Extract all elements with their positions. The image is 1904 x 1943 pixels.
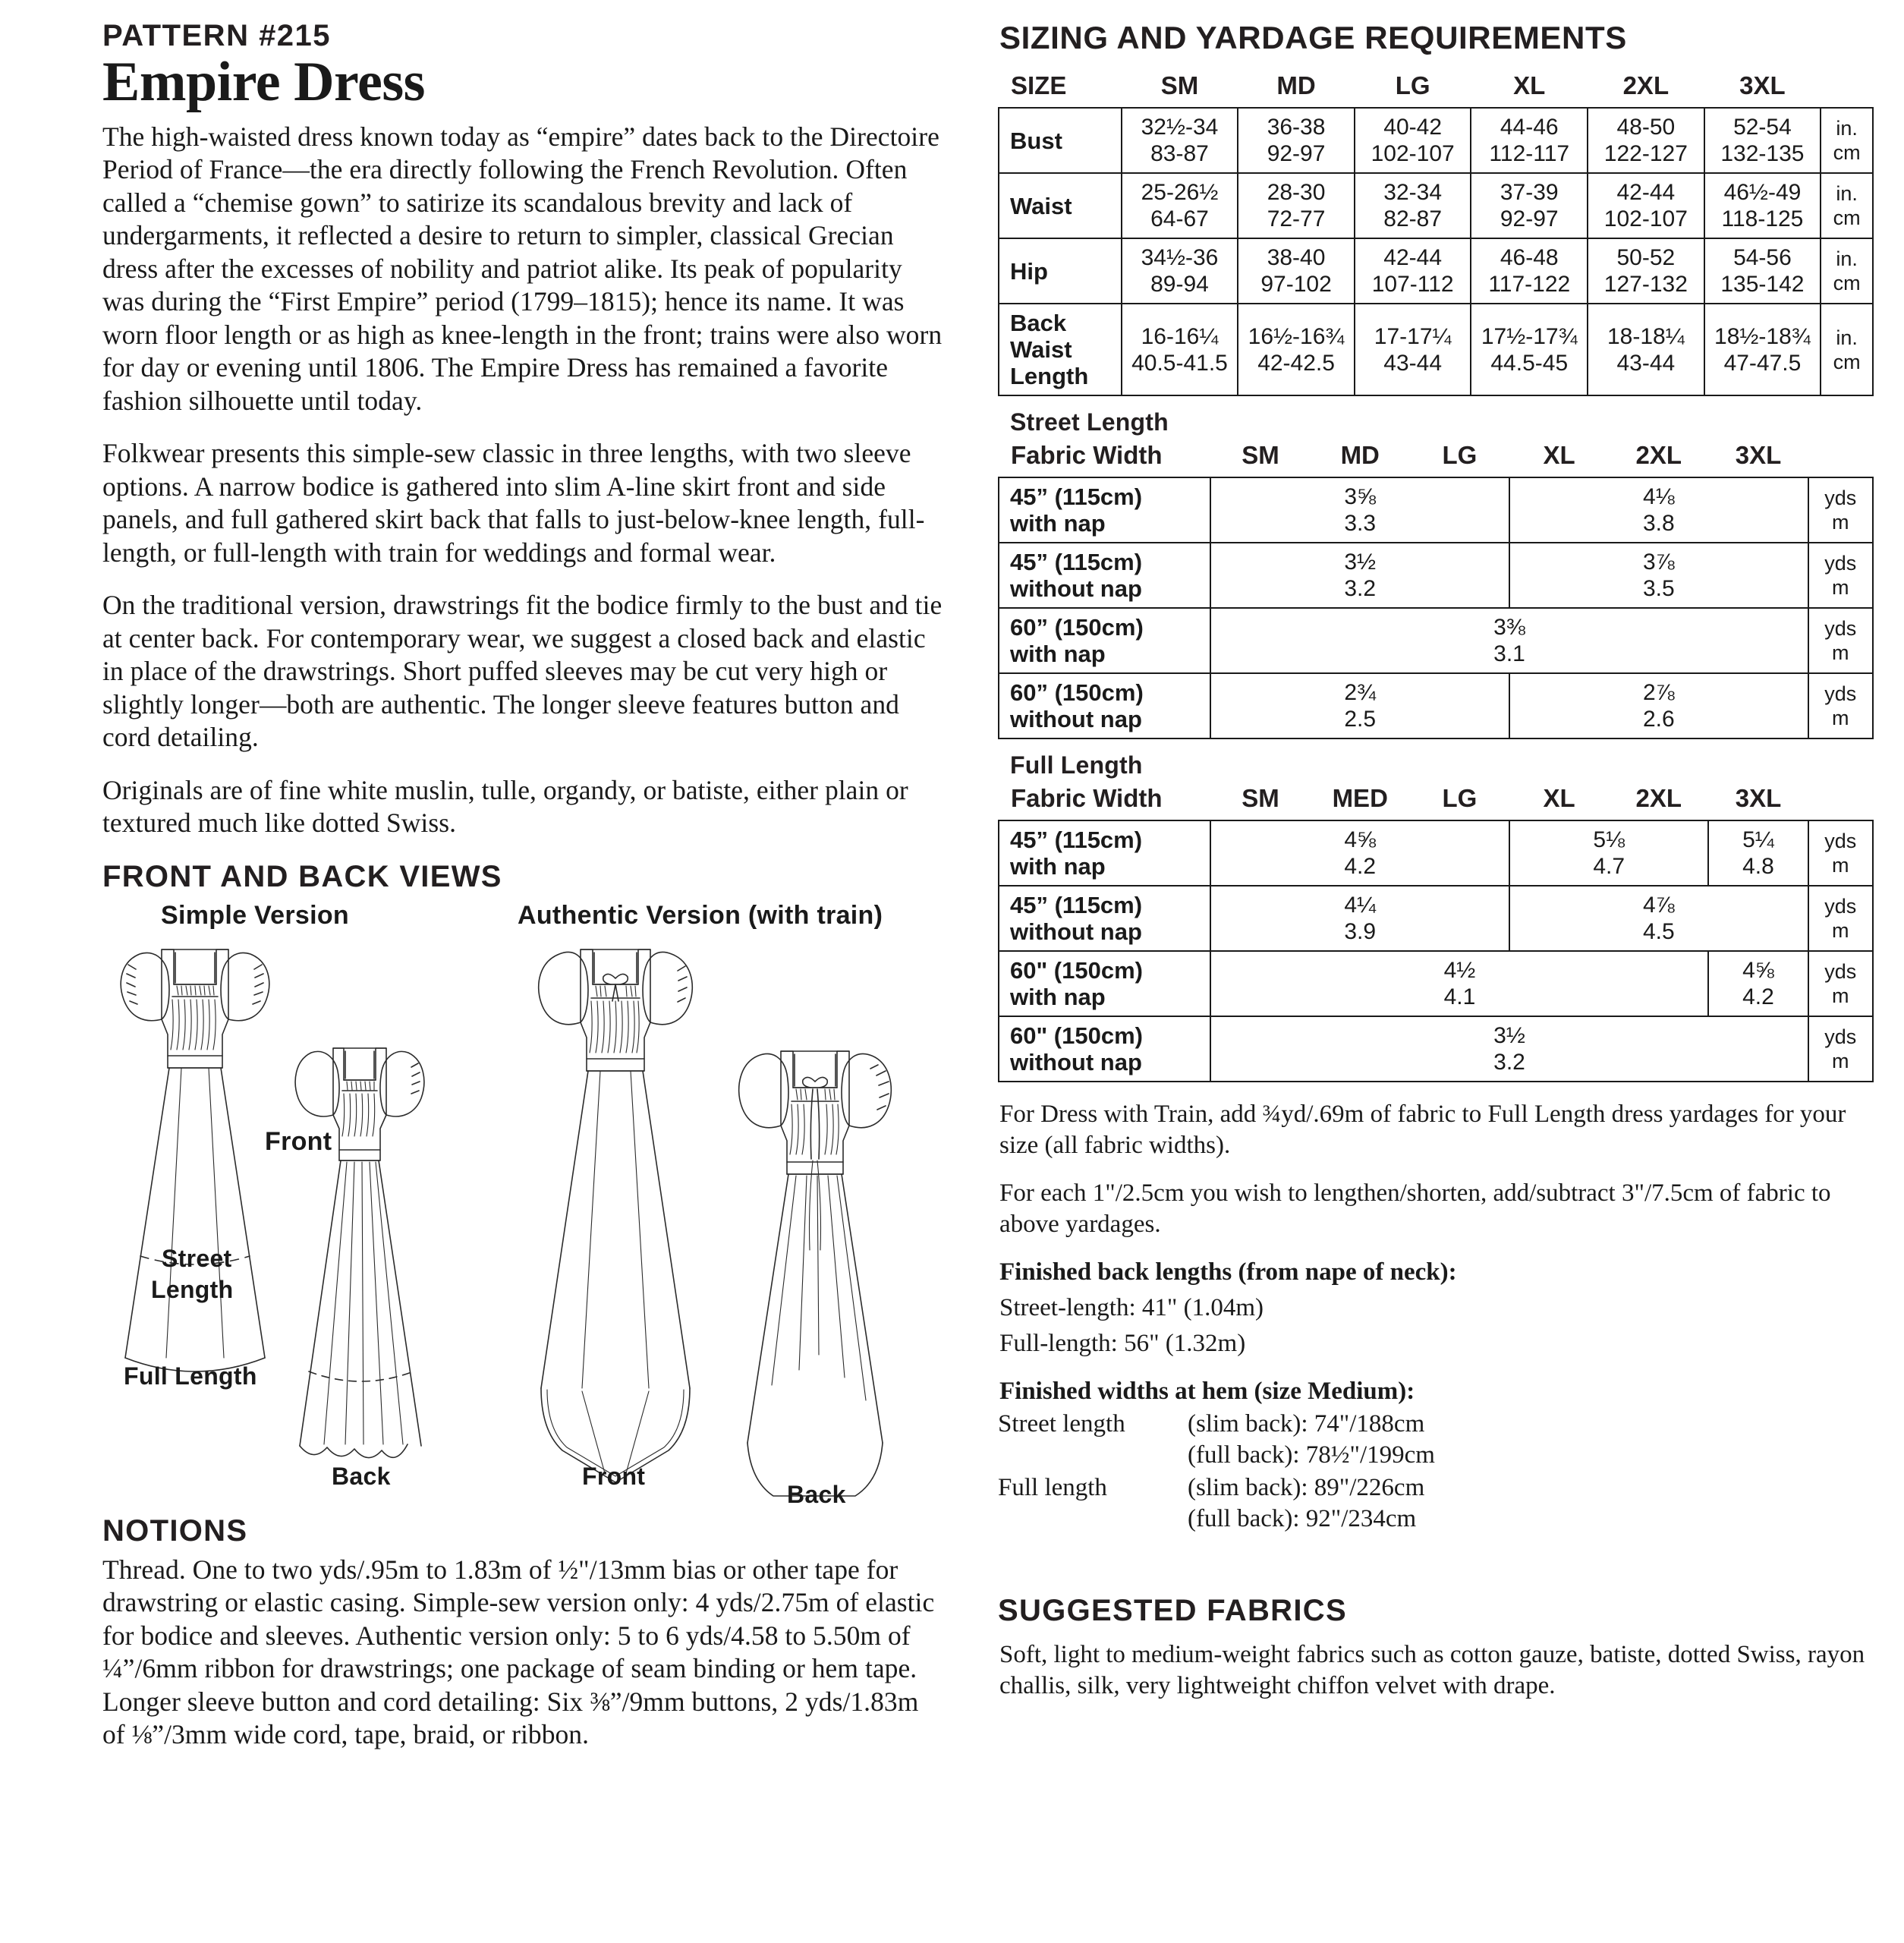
- full-col-lg: LG: [1442, 784, 1478, 812]
- hem-street-label: Street length: [998, 1410, 1125, 1438]
- sizing-col-lg: LG: [1395, 71, 1430, 99]
- finished-hem-street-row: [998, 1409, 1874, 1471]
- page-title: Empire Dress: [102, 51, 425, 113]
- street-col-lg: LG: [1442, 441, 1478, 469]
- sizing-col-sm: SM: [1160, 71, 1199, 99]
- suggested-fabrics-text: Soft, light to medium-weight fabrics such as cotton gauze, batiste, dotted Swiss, rayon challis, silk, very lightweight chiffon velvet with drape.: [999, 1641, 1865, 1699]
- table-row: Bust 32½-34 83-87 36-38 92-97 40-42 102-107 44-46 112-117 48-50 122-127 52-54 132-135 in. cm: [999, 108, 1873, 173]
- sizing-row-label-back-waist-length: Back Waist Length: [999, 304, 1122, 395]
- notions-heading: NOTIONS: [102, 1513, 248, 1548]
- street-row-label-60-with-nap: 60” (150cm) with nap: [999, 608, 1210, 673]
- label-street-length-line2: Length: [151, 1275, 234, 1303]
- table-row: 45” (115cm) without nap 4¼ 3.9 4⅞ 4.5 yds m: [999, 886, 1873, 951]
- finished-back-lengths-heading: Finished back lengths (from nape of neck):: [999, 1258, 1457, 1286]
- pattern-number: PATTERN #215: [102, 19, 332, 52]
- note-adjust: For each 1"/2.5cm you wish to lengthen/shorten, add/subtract 3"/7.5cm of fabric to above yardages.: [999, 1179, 1831, 1238]
- full-fabric-width-label: Fabric Width: [1011, 784, 1163, 812]
- full-length-table: [998, 783, 1874, 1082]
- table-row: Hip 34½-36 89-94 38-40 97-102 42-44 107-112 46-48 117-122 50-52 127-132 54-56 135-142 in. cm: [999, 238, 1873, 304]
- table-row: 60" (150cm) without nap 3½ 3.2 yds m: [999, 1016, 1873, 1082]
- street-col-2xl: 2XL: [1635, 441, 1682, 469]
- full-col-med: MED: [1332, 784, 1388, 812]
- full-length-header-row: [999, 783, 1873, 820]
- table-row: 60” (150cm) without nap 2¾ 2.5 2⅞ 2.6 yds m: [999, 673, 1873, 738]
- label-authentic-version: Authentic Version (with train): [518, 900, 883, 930]
- finished-back-street: Street-length: 41" (1.04m): [999, 1294, 1264, 1321]
- hem-full-slim: (slim back): 89"/226cm: [1188, 1474, 1425, 1501]
- sizing-row-label-bust: Bust: [999, 108, 1122, 173]
- sizing-col-2xl: 2XL: [1622, 71, 1670, 99]
- description-paragraph-1: The high-waisted dress known today as “empire” dates back to the Directoire Period of France—the era directly following the French Revolution. Often called a “chemise gown” to satirize its scandalous brevity and lack of undergarments, it reflected a desire to return to simpler, classical Grecian dress after the excesses of nobility and patriot alike. Its peak of popularity was during the “First Empire” period (1799–1815); hence its name. It was worn floor length or as high as knee-length in the front; trains were also worn for day or evening until 1806. The Empire Dress has remained a favorite fashion silhouette until today.: [102, 121, 943, 416]
- street-length-title: Street Length: [1010, 408, 1169, 436]
- description-paragraph-2: Folkwear presents this simple-sew classic in three lengths, with two sleeve options. A narrow bodice is gathered into slim A-line skirt front and side panels, and full gathered skirt back that falls to just-below-knee length, full-length, or full-length with train for weddings and formal wear.: [102, 438, 925, 568]
- sizing-row-label-waist: Waist: [999, 173, 1122, 238]
- front-back-views-illustration: [96, 899, 946, 1507]
- sizing-header-row: [999, 70, 1873, 108]
- sizing-col-xl: XL: [1513, 71, 1546, 99]
- sizing-size-label: SIZE: [1011, 71, 1067, 99]
- street-col-sm: SM: [1242, 441, 1279, 469]
- right-column: [946, 20, 1874, 1943]
- label-back-authentic: Back: [787, 1480, 846, 1508]
- street-row-label-45-with-nap: 45” (115cm) with nap: [999, 477, 1210, 543]
- sizing-row-label-hip: Hip: [999, 238, 1122, 304]
- label-front-authentic: Front: [582, 1462, 646, 1490]
- label-front-simple: Front: [265, 1126, 332, 1156]
- table-row: Back Waist Length 16-16¼ 40.5-41.5 16½-16¾ 42-42.5 17-17¼ 43-44 17½-17¾ 44.5-45 18-18¼ 43-44 18½-18¾ 47-47.5 in. cm: [999, 304, 1873, 395]
- full-row-label-60-without-nap: 60" (150cm) without nap: [999, 1016, 1210, 1082]
- finished-hem-full-row: [998, 1472, 1874, 1535]
- label-back-simple: Back: [332, 1462, 391, 1490]
- table-row: 45” (115cm) with nap 3⅝ 3.3 4⅛ 3.8 yds m: [999, 477, 1873, 543]
- street-fabric-width-label: Fabric Width: [1011, 441, 1163, 469]
- full-length-title: Full Length: [1010, 751, 1143, 779]
- table-row: 45” (115cm) with nap 4⅝ 4.2 5⅛ 4.7 5¼ 4.8 yds m: [999, 820, 1873, 886]
- full-col-sm: SM: [1242, 784, 1279, 812]
- description-paragraph-3: On the traditional version, drawstrings fit the bodice firmly to the bust and tie at center back. For contemporary wear, we suggest a closed back and elastic in place of the drawstrings. Short puffed sleeves may be cut very high or slightly longer—both are authentic. The longer sleeve features button and cord detailing.: [102, 590, 943, 753]
- street-length-table: [998, 439, 1874, 739]
- hem-full-label: Full length: [998, 1474, 1107, 1501]
- street-row-label-60-without-nap: 60” (150cm) without nap: [999, 673, 1210, 738]
- table-row: 45” (115cm) without nap 3½ 3.2 3⅞ 3.5 yds m: [999, 543, 1873, 608]
- full-col-xl: XL: [1543, 784, 1575, 812]
- street-col-xl: XL: [1543, 441, 1575, 469]
- hem-street-full: (full back): 78½"/199cm: [1188, 1441, 1435, 1469]
- sizing-col-md: MD: [1276, 71, 1316, 99]
- label-full-length: Full Length: [124, 1362, 257, 1390]
- street-row-label-45-without-nap: 45” (115cm) without nap: [999, 543, 1210, 608]
- full-col-2xl: 2XL: [1635, 784, 1682, 812]
- street-col-3xl: 3XL: [1735, 441, 1782, 469]
- table-row: Waist 25-26½ 64-67 28-30 72-77 32-34 82-87 37-39 92-97 42-44 102-107 46½-49 118-125 in. cm: [999, 173, 1873, 238]
- suggested-fabrics-heading: SUGGESTED FABRICS: [998, 1594, 1347, 1627]
- full-row-label-45-with-nap: 45” (115cm) with nap: [999, 820, 1210, 886]
- left-column: [30, 20, 946, 1943]
- table-row: 60” (150cm) with nap 3⅜ 3.1 yds m: [999, 608, 1873, 673]
- label-street-length-line1: Street: [162, 1244, 232, 1272]
- sizing-heading: SIZING AND YARDAGE REQUIREMENTS: [999, 20, 1627, 55]
- label-simple-version: Simple Version: [161, 900, 349, 930]
- street-col-md: MD: [1340, 441, 1380, 469]
- table-row: 60" (150cm) with nap 4½ 4.1 4⅝ 4.2 yds m: [999, 951, 1873, 1016]
- street-length-header-row: [999, 439, 1873, 477]
- hem-street-slim: (slim back): 74"/188cm: [1188, 1410, 1425, 1438]
- note-train: For Dress with Train, add ¾yd/.69m of fabric to Full Length dress yardages for your size (all fabric widths).: [999, 1101, 1846, 1159]
- sizing-col-3xl: 3XL: [1739, 71, 1786, 99]
- full-col-3xl: 3XL: [1735, 784, 1782, 812]
- dress-line-drawings: [96, 899, 946, 1507]
- full-row-label-60-with-nap: 60" (150cm) with nap: [999, 951, 1210, 1016]
- sizing-table: [998, 70, 1874, 396]
- finished-back-full: Full-length: 56" (1.32m): [999, 1330, 1246, 1357]
- full-row-label-45-without-nap: 45” (115cm) without nap: [999, 886, 1210, 951]
- description-paragraph-4: Originals are of fine white muslin, tulle, organdy, or batiste, either plain or textured much like dotted Swiss.: [102, 774, 908, 839]
- hem-full-full: (full back): 92"/234cm: [1188, 1505, 1417, 1532]
- finished-hem-widths-heading: Finished widths at hem (size Medium):: [999, 1378, 1415, 1405]
- notions-text: Thread. One to two yds/.95m to 1.83m of ½"/13mm bias or other tape for drawstring or elastic casing. Simple-sew version only: 4 yds/2.75m of elastic for bodice and sleeves. Authentic version only: 5 to 6 yds/4.58 to 5.50m of ¼”/6mm ribbon for drawstrings; one package of seam binding or hem tape. Longer sleeve button and cord detailing: Six ⅜”/9mm buttons, 2 yds/1.83m of ⅛”/3mm wide cord, tape, braid, or ribbon.: [102, 1554, 935, 1750]
- front-back-views-heading: FRONT AND BACK VIEWS: [102, 859, 502, 893]
